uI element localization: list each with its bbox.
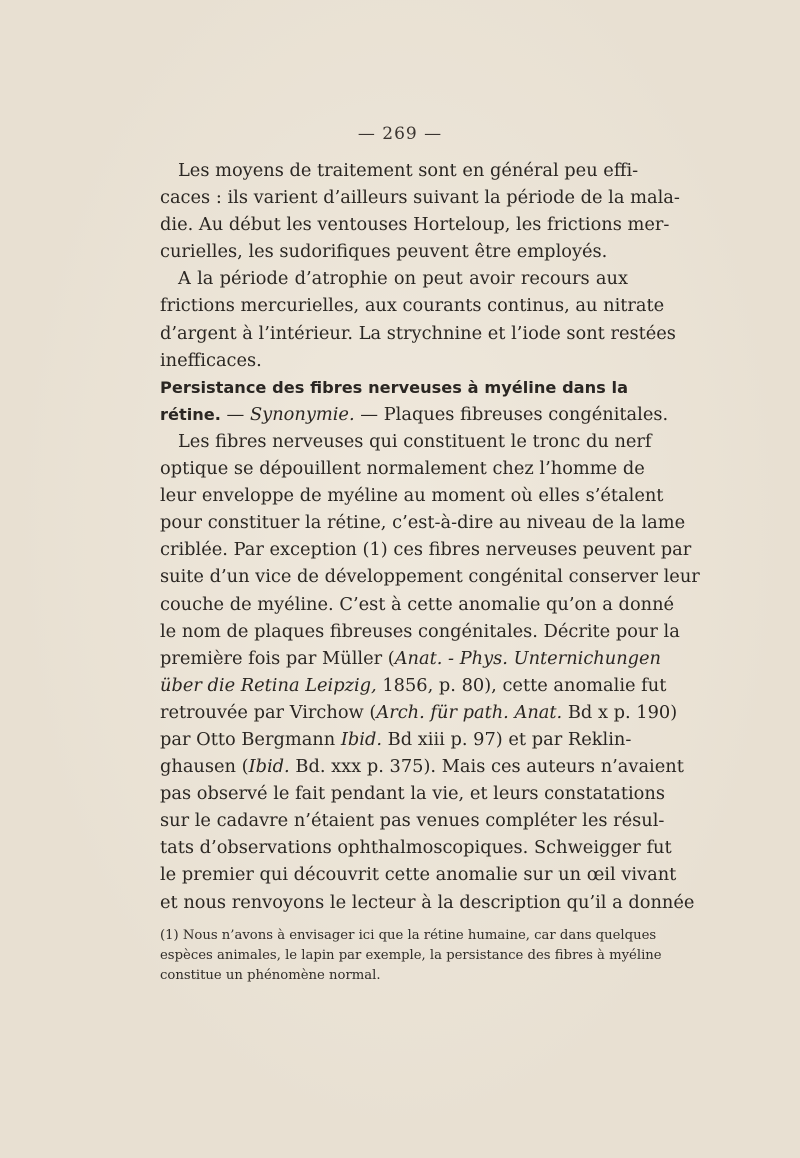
synonym-label: Synonymie. bbox=[250, 403, 355, 425]
citation-title: Ibid. bbox=[248, 756, 290, 778]
citation-text: retrouvée par Virchow ( bbox=[160, 701, 377, 723]
text-line: curielles, les sudorifiques peuvent être employés. bbox=[160, 241, 608, 263]
text-line: inefficaces. bbox=[160, 349, 262, 371]
text-line: et nous renvoyons le lecteur à la description qu’il a donnée bbox=[160, 891, 695, 913]
heading-dash: — bbox=[220, 403, 250, 425]
text-line: d’argent à l’intérieur. La strychnine et l’iode sont restées bbox=[160, 322, 676, 344]
citation-line bbox=[160, 753, 684, 780]
paragraph-fibres bbox=[160, 428, 700, 645]
text-line: sur le cadavre n’étaient pas venues compléter les résul- bbox=[160, 810, 665, 832]
main-text bbox=[160, 157, 700, 916]
text-line: leur enveloppe de myéline au moment où elles s’étalent bbox=[160, 485, 664, 507]
heading-dash: — bbox=[354, 403, 384, 425]
citation-text: 1856, p. 80), cette anomalie fut bbox=[376, 674, 667, 696]
text-line: tats d’observations ophthalmoscopiques. Schweigger fut bbox=[160, 837, 672, 859]
paragraph-schweigger bbox=[160, 780, 695, 915]
text-line: couche de myéline. C’est à cette anomalie qu’on a donné bbox=[160, 593, 675, 615]
text-line: pour constituer la rétine, c’est-à-dire au niveau de la lame bbox=[160, 512, 686, 534]
citation-title: Anat. - Phys. Unternichungen bbox=[394, 647, 661, 669]
page-number: — 269 — bbox=[357, 124, 443, 144]
text-line: frictions mercurielles, aux courants continus, au nitrate bbox=[160, 295, 665, 317]
footnote-line: constitue un phénomène normal. bbox=[160, 968, 381, 983]
section-heading: Persistance des fibres nerveuses à myéline dans la bbox=[160, 377, 628, 397]
citation-line bbox=[160, 672, 667, 699]
text-line: Les moyens de traitement sont en général peu effi- bbox=[178, 160, 639, 181]
text-line: Les fibres nerveuses qui constituent le tronc du nerf bbox=[178, 430, 652, 452]
text-line: die. Au début les ventouses Horteloup, les frictions mer- bbox=[160, 214, 670, 236]
footnote bbox=[160, 926, 662, 986]
citation-text: Bd x p. 190) bbox=[562, 701, 678, 723]
text-line: pas observé le fait pendant la vie, et leurs constatations bbox=[160, 783, 665, 805]
text-line: suite d’un vice de développement congénital conserver leur bbox=[160, 566, 700, 588]
citation-title: Arch. für path. Anat. bbox=[376, 701, 563, 723]
citation-text: Bd xiii p. 97) et par Reklin- bbox=[382, 728, 632, 750]
citation-line bbox=[160, 645, 661, 672]
text-line: criblée. Par exception (1) ces fibres nerveuses peuvent par bbox=[160, 539, 692, 561]
citation-text: Bd. xxx p. 375). Mais ces auteurs n’avaient bbox=[289, 756, 684, 778]
text-line: le nom de plaques fibreuses congénitales. Décrite pour la bbox=[160, 620, 680, 642]
text-line: caces : ils varient d’ailleurs suivant la période de la mala- bbox=[160, 187, 680, 209]
citation-title: über die Retina Leipzig, bbox=[160, 674, 377, 696]
citation-text: par Otto Bergmann bbox=[160, 728, 341, 750]
text-line: le premier qui découvrit cette anomalie sur un œil vivant bbox=[160, 864, 677, 886]
text-line: A la période d’atrophie on peut avoir recours aux bbox=[178, 268, 628, 290]
footnote-line: espèces animales, le lapin par exemple, la persistance des fibres à myéline bbox=[160, 948, 662, 963]
paragraph-treatment bbox=[160, 157, 680, 374]
footnote-line: (1) Nous n’avons à envisager ici que la rétine humaine, car dans quelques bbox=[160, 928, 657, 943]
citation-line bbox=[160, 726, 632, 753]
section-heading-synonym-line bbox=[160, 401, 669, 428]
synonym-term: Plaques fibreuses congénitales. bbox=[383, 403, 669, 425]
section-heading-end: rétine. bbox=[160, 404, 221, 424]
citation-title: Ibid. bbox=[340, 728, 382, 750]
text-line: optique se dépouillent normalement chez l’homme de bbox=[160, 458, 645, 480]
citation-line bbox=[160, 699, 678, 726]
citation-text: ghausen ( bbox=[160, 756, 249, 778]
citation-text: première fois par Müller ( bbox=[160, 647, 395, 669]
